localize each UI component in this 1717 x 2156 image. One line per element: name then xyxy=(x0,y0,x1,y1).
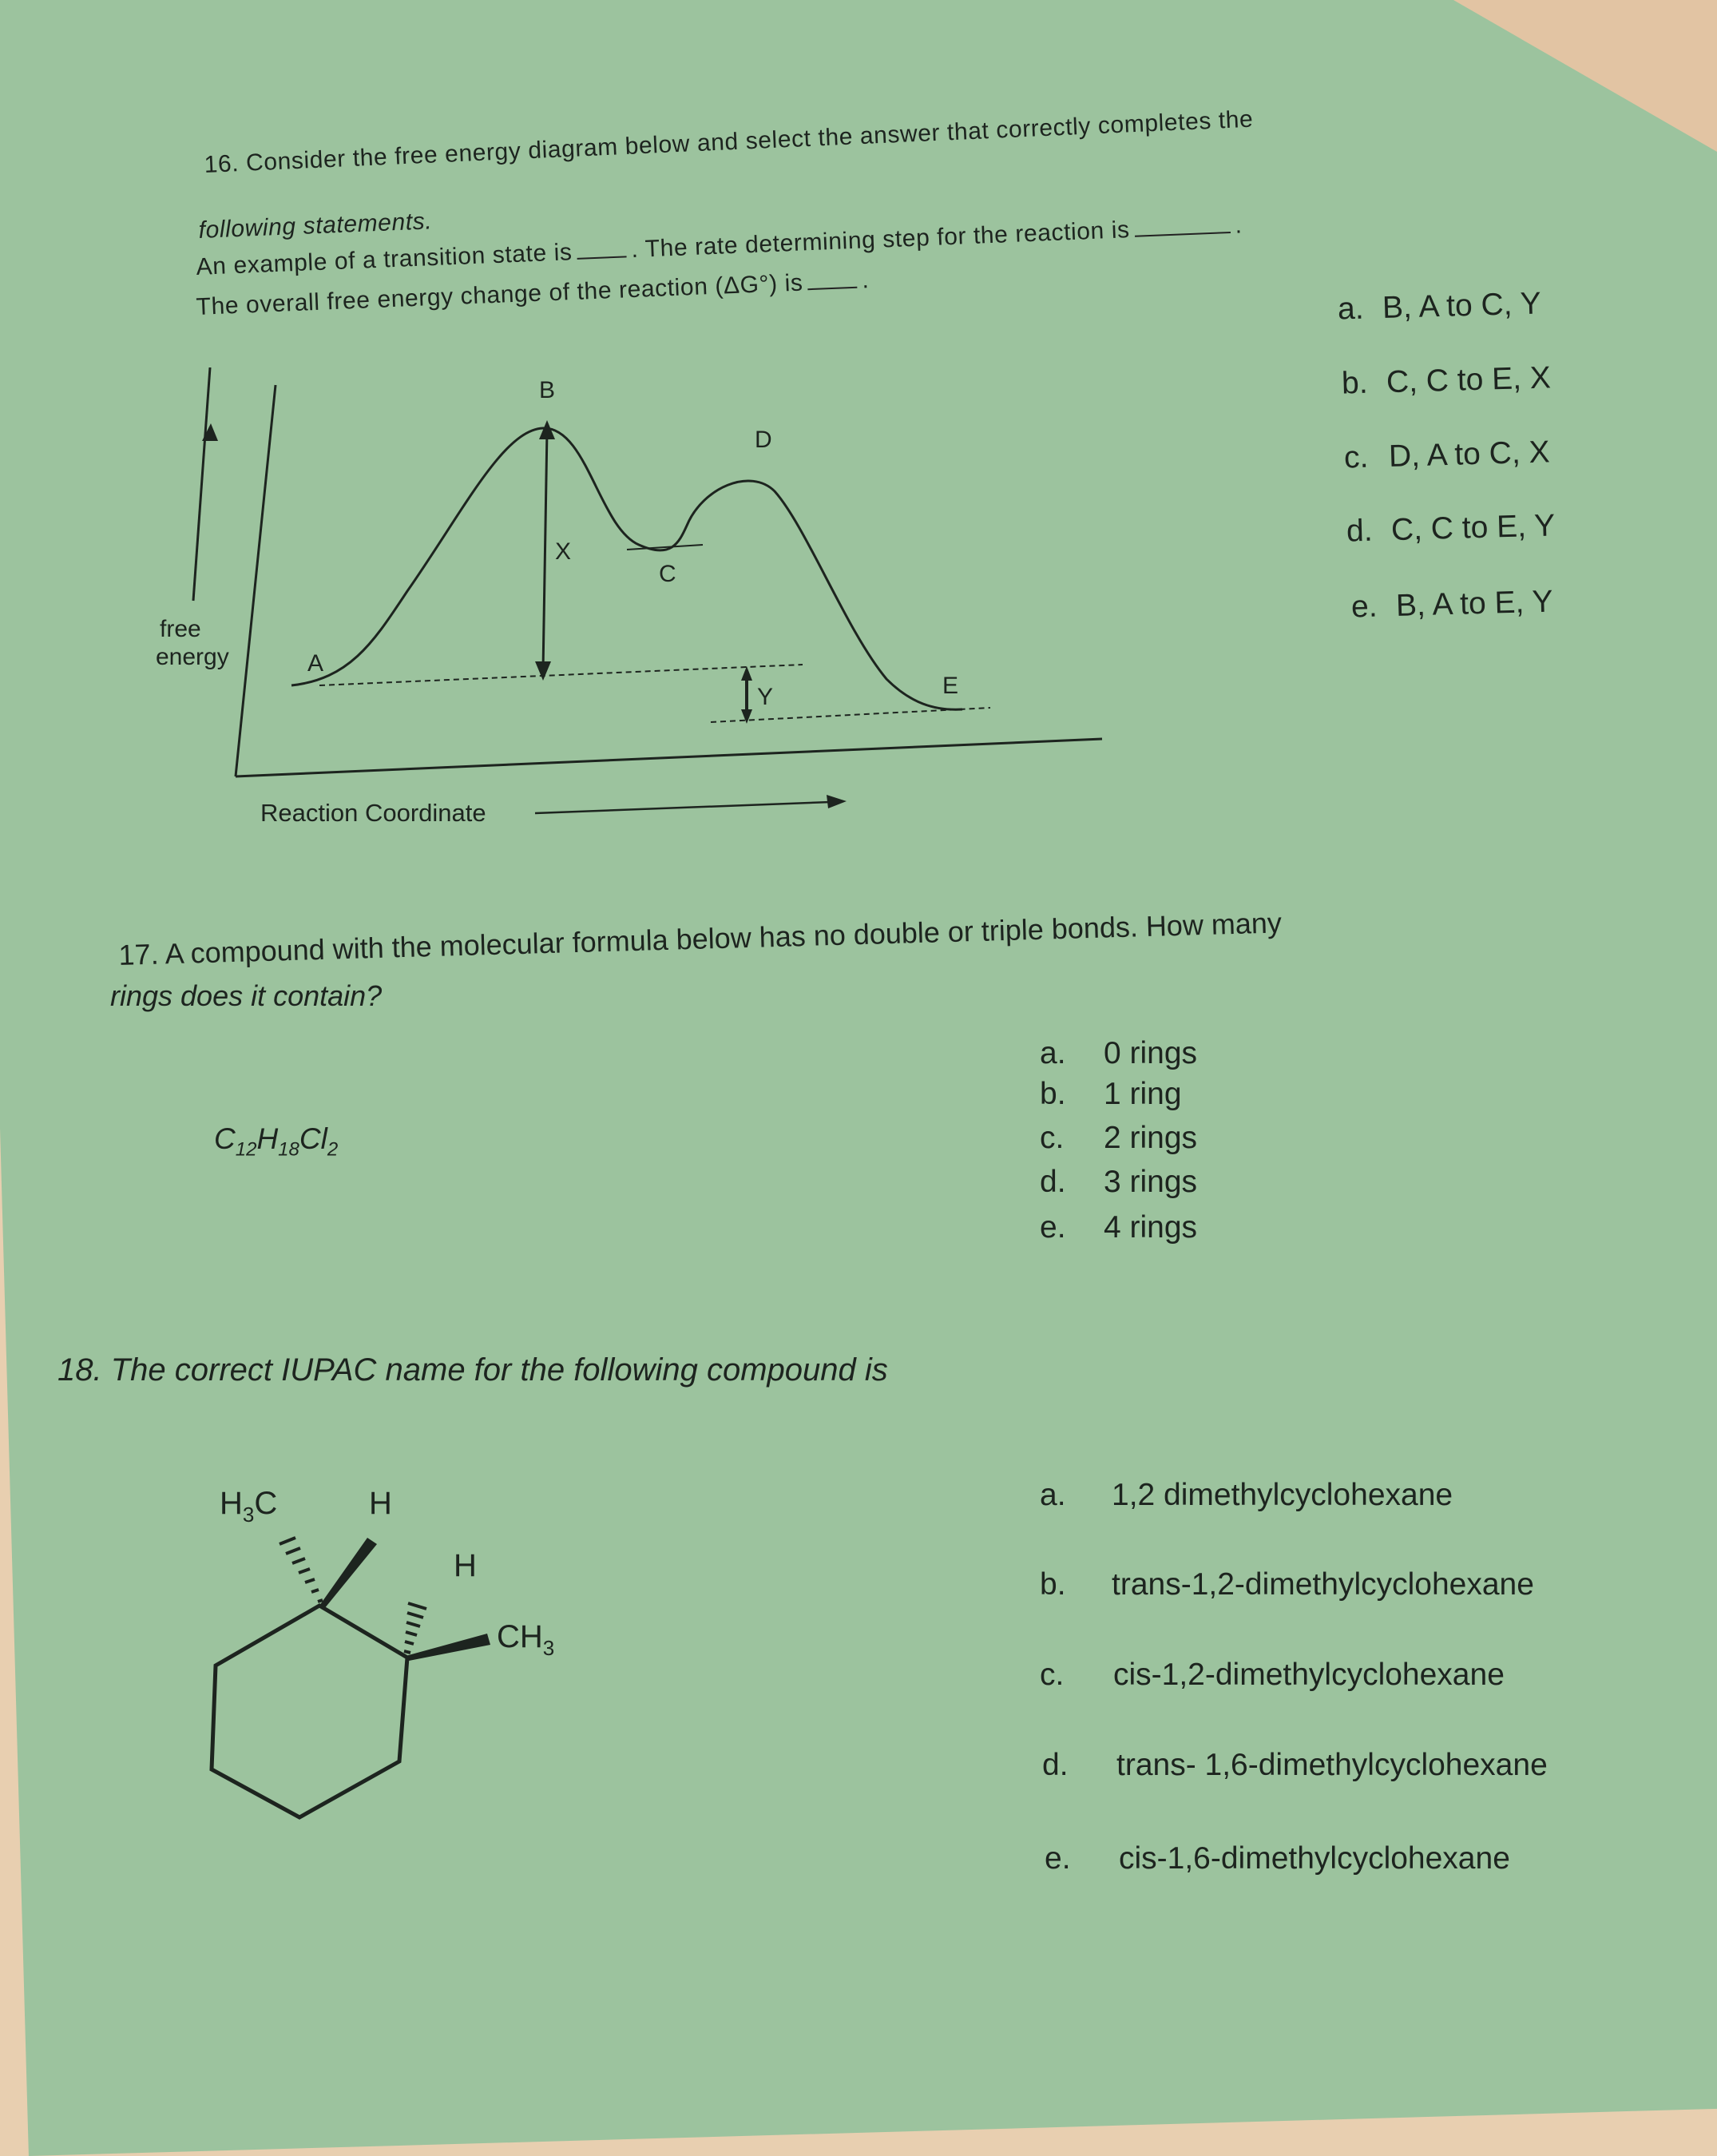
q16-option-e-text: B, A to E, Y xyxy=(1395,584,1554,623)
label-y: Y xyxy=(757,684,774,710)
q18-option-c-text: cis-1,2-dimethylcyclohexane xyxy=(1113,1658,1505,1692)
formula-cl: Cl xyxy=(299,1122,327,1155)
q18-option-a-text: 1,2 dimethylcyclohexane xyxy=(1112,1478,1453,1512)
y-arrowhead-bottom xyxy=(741,709,752,724)
x-arrow xyxy=(543,430,547,671)
dimethylcyclohexane-structure xyxy=(200,1482,615,1825)
level-a-dash xyxy=(319,665,803,685)
formula-c: C xyxy=(214,1122,236,1155)
q17-option-e[interactable] xyxy=(1040,1210,1197,1245)
q16-option-d[interactable] xyxy=(1346,508,1555,549)
x-axis-line xyxy=(236,739,1102,776)
label-h-top: H xyxy=(369,1486,392,1521)
label-h3c: $H_3C$ xyxy=(220,1486,278,1527)
q16-line-2: following statements. xyxy=(198,208,433,244)
desk-corner xyxy=(1453,0,1717,152)
q17-option-b[interactable] xyxy=(1040,1077,1182,1112)
label-c: C xyxy=(659,561,676,587)
q16-option-b-letter: b. xyxy=(1341,365,1369,401)
reaction-coordinate-arrow xyxy=(535,802,831,813)
blank-transition-state xyxy=(577,256,627,259)
q16-option-a[interactable] xyxy=(1337,286,1541,327)
q17-option-d-text: 3 rings xyxy=(1104,1165,1198,1199)
y-arrowhead-top xyxy=(741,666,752,681)
q18-option-b[interactable] xyxy=(1040,1567,1534,1602)
q17-option-a-letter: a. xyxy=(1040,1036,1066,1070)
q18-option-c-letter: c. xyxy=(1040,1658,1065,1692)
q16-line-3b: . The rate determining step for the reaction is xyxy=(630,216,1131,264)
label-b: B xyxy=(539,377,556,403)
q16-line-4a: The overall free energy change of the reaction (ΔG°) is xyxy=(196,269,804,320)
q16-line-3c: . xyxy=(1234,212,1243,239)
free-energy-diagram xyxy=(144,367,1126,839)
reaction-coordinate-arrowhead xyxy=(827,795,847,808)
q18-option-c[interactable] xyxy=(1040,1658,1505,1693)
q17-option-b-letter: b. xyxy=(1040,1077,1066,1111)
q17-option-c-letter: c. xyxy=(1040,1121,1065,1155)
blank-rate-step xyxy=(1135,232,1231,237)
q16-option-d-text: C, C to E, Y xyxy=(1390,508,1556,548)
q16-option-e-letter: e. xyxy=(1350,589,1378,625)
q18-line-1: 18. The correct IUPAC name for the following compound is xyxy=(57,1352,888,1388)
q17-option-b-text: 1 ring xyxy=(1104,1077,1182,1111)
y-axis-label-free: free xyxy=(160,616,201,642)
q16-option-c[interactable] xyxy=(1343,435,1550,475)
q18-option-d-letter: d. xyxy=(1042,1748,1069,1782)
blank-delta-g xyxy=(808,287,858,290)
q17-option-d[interactable] xyxy=(1040,1165,1197,1200)
q16-option-c-letter: c. xyxy=(1343,439,1369,475)
q17-formula xyxy=(214,1122,338,1161)
q16-line-1: 16. Consider the free energy diagram below and select the answer that correctly completes the xyxy=(204,105,1255,178)
label-a: A xyxy=(307,650,324,677)
hashed-bond-h xyxy=(404,1603,426,1653)
q17-option-d-letter: d. xyxy=(1040,1165,1066,1199)
q16-option-e[interactable] xyxy=(1350,584,1553,625)
q18-option-b-letter: b. xyxy=(1040,1567,1066,1602)
q18-option-e-letter: e. xyxy=(1045,1841,1071,1876)
formula-h: H xyxy=(256,1122,279,1155)
formula-c-sub: 12 xyxy=(235,1138,257,1161)
q18-option-a[interactable] xyxy=(1040,1478,1453,1513)
q16-option-b-text: C, C to E, X xyxy=(1386,360,1552,400)
free-energy-arrow xyxy=(193,367,210,601)
q18-option-e[interactable] xyxy=(1045,1841,1510,1876)
energy-curve xyxy=(291,428,962,709)
q17-option-c-text: 2 rings xyxy=(1104,1121,1198,1155)
label-h-mid: H xyxy=(454,1548,477,1583)
q16-line-3a: An example of a transition state is xyxy=(196,239,573,280)
q18-option-e-text: cis-1,6-dimethylcyclohexane xyxy=(1119,1841,1510,1876)
formula-cl-sub: 2 xyxy=(327,1138,339,1161)
q17-line-2: rings does it contain? xyxy=(110,979,383,1012)
q18-option-d-text: trans- 1,6-dimethylcyclohexane xyxy=(1116,1748,1548,1782)
wedge-bond-ch3 xyxy=(406,1634,490,1661)
q16-option-a-letter: a. xyxy=(1337,291,1365,327)
q17-option-e-text: 4 rings xyxy=(1104,1210,1198,1245)
q17-option-e-letter: e. xyxy=(1040,1210,1066,1245)
formula-h-sub: 18 xyxy=(278,1138,299,1161)
label-x: X xyxy=(555,538,572,565)
q17-option-a[interactable] xyxy=(1040,1036,1197,1071)
wedge-bond-h xyxy=(319,1538,377,1609)
label-e: E xyxy=(942,673,959,699)
y-axis-label-energy: energy xyxy=(156,644,229,670)
q16-line-4b: . xyxy=(861,267,870,294)
cyclohexane-ring xyxy=(212,1606,407,1817)
q17-option-c[interactable] xyxy=(1040,1121,1197,1156)
label-d: D xyxy=(755,427,772,453)
q18-option-b-text: trans-1,2-dimethylcyclohexane xyxy=(1112,1567,1534,1602)
q17-option-a-text: 0 rings xyxy=(1104,1036,1198,1070)
q16-option-a-text: B, A to C, Y xyxy=(1382,286,1542,325)
q16-option-b[interactable] xyxy=(1341,360,1551,401)
q18-option-d[interactable] xyxy=(1042,1748,1548,1783)
label-ch3: $CH_3$ xyxy=(497,1619,555,1660)
y-axis-line xyxy=(236,385,276,776)
x-axis-label: Reaction Coordinate xyxy=(260,799,486,827)
q16-option-d-letter: d. xyxy=(1346,513,1374,549)
q16-option-c-text: D, A to C, X xyxy=(1388,435,1551,474)
x-arrowhead-bottom xyxy=(535,661,551,681)
hashed-bond-h3c xyxy=(280,1538,323,1602)
q18-option-a-letter: a. xyxy=(1040,1478,1066,1512)
q17-line-1: 17. A compound with the molecular formula below has no double or triple bonds. How many xyxy=(118,906,1283,971)
